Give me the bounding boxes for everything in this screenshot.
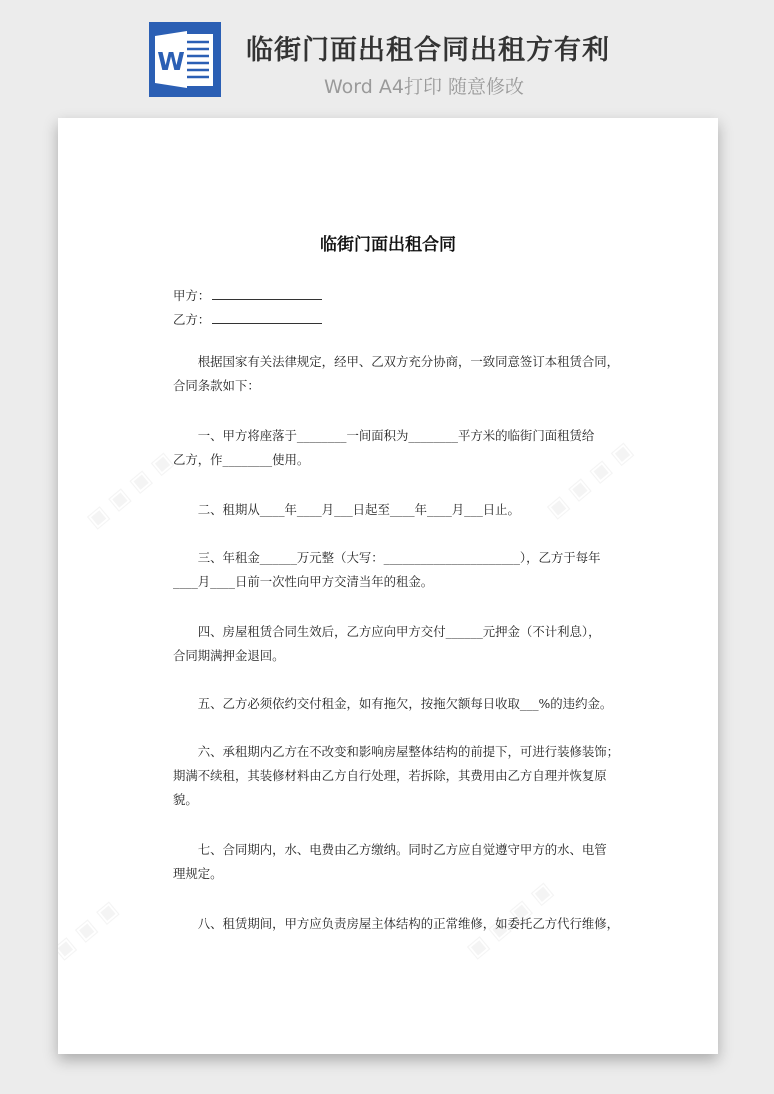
paragraph-line: 六、承租期内乙方在不改变和影响房屋整体结构的前提下，可进行装修装饰； [173,744,620,759]
party-b-label: 乙方： [173,312,211,327]
paragraph-line: 三、年租金______万元整（大写：______________________），乙方于每年 [173,550,601,565]
party-b-blank [212,313,322,324]
page-title: 临街门面出租合同出租方有利 [246,35,610,66]
paragraph-line: 理规定。 [173,866,223,881]
word-document-icon [149,22,221,97]
contract-paragraph [173,498,603,522]
contract-paragraph [173,546,603,594]
paragraph-line: 八、租赁期间，甲方应负责房屋主体结构的正常维修，如委托乙方代行维修， [173,916,620,931]
party-a-blank [212,289,322,300]
paragraph-line: 合同条款如下： [173,378,260,393]
paragraph-line: 乙方，作________使用。 [173,452,310,467]
document-title: 临街门面出租合同 [320,235,456,255]
party-a-label: 甲方： [173,288,211,303]
watermark [82,447,178,533]
paragraph-line: 期满不续租，其装修材料由乙方自行处理，若拆除，其费用由乙方自理并恢复原 [173,768,607,783]
paragraph-line: 七、合同期内，水、电费由乙方缴纳。同时乙方应自觉遵守甲方的水、电管 [173,842,607,857]
party-b-line [173,310,322,328]
paragraph-line: 貌。 [173,792,198,807]
paragraph-line: ____月____日前一次性向甲方交清当年的租金。 [173,574,434,589]
contract-paragraph [173,692,613,716]
paragraph-line: 二、租期从____年____月___日起至____年____月___日止。 [173,502,520,517]
contract-paragraph [173,424,603,472]
paragraph-line: 一、甲方将座落于________一间面积为________平方米的临街门面租赁给 [173,428,595,443]
paragraph-line: 合同期满押金退回。 [173,648,285,663]
contract-paragraph [173,350,620,398]
page-subtitle: Word A4打印 随意修改 [324,76,525,98]
paragraph-line: 根据国家有关法律规定，经甲、乙双方充分协商，一致同意签订本租赁合同， [173,354,620,369]
contract-paragraph [173,740,620,812]
party-a-line [173,286,322,304]
header [0,0,774,110]
word-icon-letter: W [157,47,185,76]
contract-paragraph [173,912,620,936]
watermark [58,896,123,964]
document-page [58,118,718,1054]
paragraph-line: 四、房屋租赁合同生效后，乙方应向甲方交付______元押金（不计利息）， [173,624,601,639]
contract-paragraph [173,838,607,886]
contract-paragraph [173,620,603,668]
paragraph-line: 五、乙方必须依约交付租金，如有拖欠，按拖欠额每日收取___%的违约金。 [173,696,613,711]
